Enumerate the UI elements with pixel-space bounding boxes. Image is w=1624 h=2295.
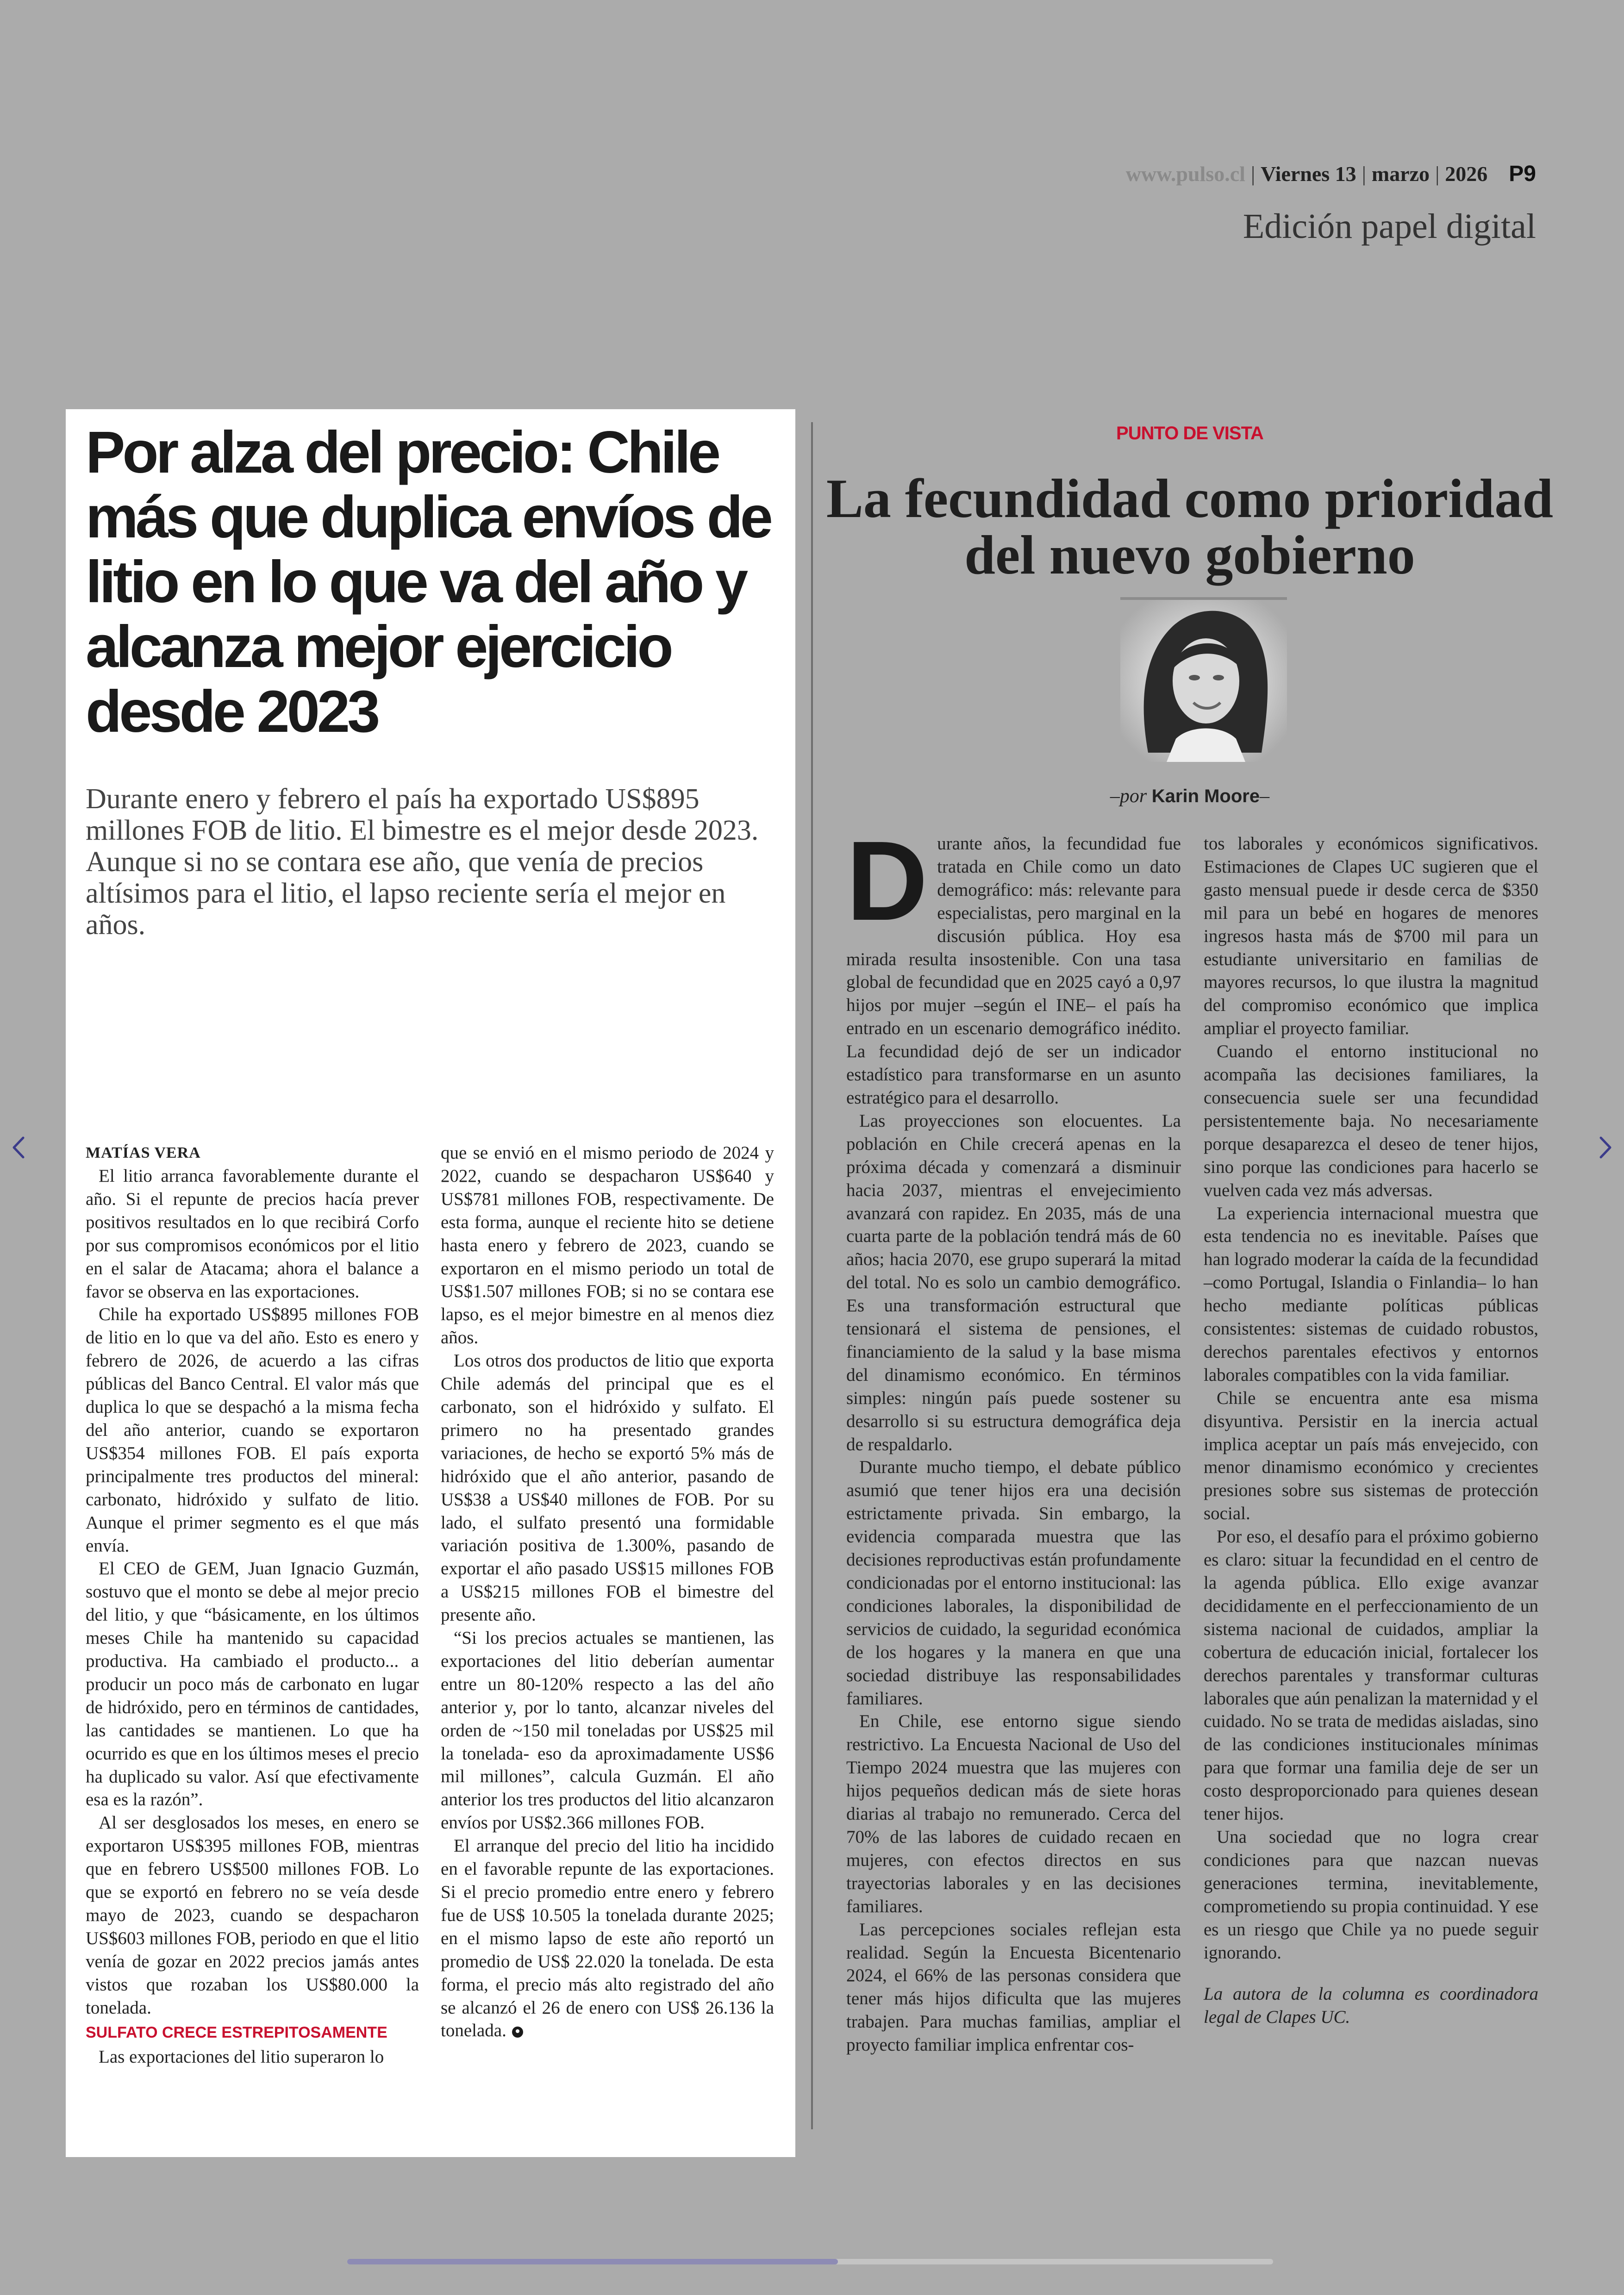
- header-year: 2026: [1445, 162, 1488, 186]
- previous-page-button[interactable]: [6, 1131, 30, 1164]
- author-note: La autora de la columna es coordinadora legal de Clapes UC.: [1204, 1984, 1538, 2027]
- author-line: [819, 785, 1560, 807]
- header-separator: |: [1435, 162, 1440, 186]
- paragraph: tos laborales y económicos significativos. Estimaciones de Clapes UC sugieren que el gasto mensual puede ir desde cerca de $350 mil para un bebé en hogares de menores ingresos hasta más de $700 mil para un estudiante universitario en familias de mayores recursos, lo que ilustra la magnitud del compromiso económico que implica ampliar el proyecto familiar.: [1204, 834, 1538, 1039]
- page-header: [1126, 161, 1536, 187]
- paragraph-text: urante años, la fecundidad fue tratada en Chile como un dato demográfico: más: relevante para especialistas, pero marginal en la discusión pública. Hoy esa mirada resulta insostenible. Con una tasa global de fecundidad que en 2025 cayó a 0,97 hijos por mujer –según el INE– el país ha entrado en un escenario demográfico inédito. La fecundidad dejó de ser un indicador estadístico para transformarse en un asunto estratégico para el desarrollo.: [846, 834, 1181, 1108]
- first-paragraph: [846, 817, 1181, 1110]
- paragraph: Las proyecciones son elocuentes. La población en Chile crecerá apenas en la próxima década y comenzará a disminuir hacia 2037, mientras el envejecimiento avanzará con rapidez. En 2035, más de una cuarta parte de la población tendrá más de 60 años; hacia 2070, ese grupo superará la mitad del total. No es solo un cambio demográfico. Es una transformación estructural que tensionará el sistema de pensiones, el financiamiento de la salud y la base misma del dinamismo económico. En términos simples: ningún país puede sostener su desarrollo si su estructura demográfica deja de respaldarlo.: [846, 1110, 1181, 1454]
- author-portrait: [1120, 600, 1287, 762]
- left-article-title: Por alza del precio: Chile más que duplica envíos de litio en lo que va del año y alcanza mejor ejercicio desde 2023: [86, 419, 770, 745]
- page-number: P9: [1509, 162, 1536, 186]
- paragraph: “Si los precios actuales se mantienen, las exportaciones del litio deberían aumentar entre un 80-120% respecto a las del año anterior y, por lo tanto, alcanzar niveles del orden de ~150 mil toneladas por US$25 mil la tonelada- eso da aproximadamente US$6 mil millones”, calcula Guzmán. El año anterior los tres productos del litio alcanzaron envíos por US$2.366 millones FOB.: [441, 1628, 774, 1833]
- left-article-column-2: [441, 1141, 774, 2042]
- header-separator: |: [1250, 162, 1255, 186]
- paragraph: En Chile, ese entorno sigue siendo restrictivo. La Encuesta Nacional de Uso del Tiempo 2024 muestra que las mujeres con hijos pequeños dedican más de siete horas diarias al trabajo no remunerado. Cerca del 70% de las labores de cuidado recaen en mujeres, con efectos directos en sus trayectorias laborales y en las decisiones familiares.: [846, 1711, 1181, 1916]
- opinion-column-1: [846, 817, 1181, 2057]
- chevron-left-icon: [6, 1131, 30, 1164]
- paragraph: Cuando el entorno institucional no acompaña las decisiones familiares, la consecuencia suele ser una fecundidad persistentemente baja. No necesariamente porque desaparezca el deseo de tener hijos, sino porque las condiciones para hacerlo se vuelven cada vez más adversas.: [1204, 1041, 1538, 1200]
- dropcap: D: [846, 817, 928, 944]
- column-divider: [811, 422, 813, 2129]
- header-day: Viernes 13: [1261, 162, 1356, 186]
- paragraph: Por eso, el desafío para el próximo gobierno es claro: situar la fecundidad en el centro de la agenda pública. Ello exige avanzar decididamente en el perfeccionamiento de un sistema nacional de cuidados, ampliar la cobertura de educación inicial, fortalecer los derechos parentales y transformar culturas laborales que aún penalizan la maternidad y el cuidado. No se trata de medidas aisladas, sino de las condiciones institucionales mínimas para que formar una familia deje de ser un costo desproporcionado para quienes desean tener hijos.: [1204, 1527, 1538, 1824]
- left-article-subhead: SULFATO CRECE ESTREPITOSAMENTE: [86, 2023, 387, 2041]
- reading-progress-fill: [347, 2259, 838, 2264]
- next-page-button[interactable]: [1594, 1131, 1618, 1164]
- opinion-column-2: [1204, 832, 1538, 2029]
- edition-label: Edición papel digital: [1243, 207, 1536, 246]
- end-mark-icon: [511, 2026, 524, 2039]
- paragraph: Chile ha exportado US$895 millones FOB de litio en lo que va del año. Esto es enero y febrero de 2026, de acuerdo a las cifras públicas del Banco Central. El valor más que duplica lo que se despachó a la misma fecha del año anterior, cuando se exportaron US$354 millones FOB. El país exporta principalmente tres productos del mineral: carbonato, hidróxido y sulfato de litio. Aunque el primer segmento es el que más envía.: [86, 1304, 419, 1556]
- section-kicker: PUNTO DE VISTA: [1116, 423, 1263, 443]
- paragraph: El litio arranca favorablemente durante el año. Si el repunte de precios hacía prever positivos resultados en lo que recibirá Corfo por sus compromisos económicos por el litio en el salar de Atacama; ahora el balance a favor se observa en las exportaciones.: [86, 1166, 419, 1302]
- paragraph-last: [441, 1834, 774, 2042]
- paragraph: que se envió en el mismo periodo de 2024 y 2022, cuando se despacharon US$640 y US$781 millones FOB, respectivamente. De esta forma, aunque el reciente hito se detiene hasta enero y febrero de 2023, cuando se exportaron en el mismo periodo un total de US$1.507 millones FOB; si no se contara ese lapso, es el mejor bimestre en al menos diez años.: [441, 1143, 774, 1348]
- header-separator: |: [1362, 162, 1366, 186]
- left-article-byline: MATÍAS VERA: [86, 1144, 201, 1161]
- site-url: www.pulso.cl: [1125, 162, 1245, 186]
- paragraph: Las percepciones sociales reflejan esta realidad. Según la Encuesta Bicentenario 2024, el 66% de las personas considera que tener más hijos dificulta que las mujeres trabajen. Para muchas familias, ampliar el proyecto familiar implica enfrentar cos-: [846, 1919, 1181, 2055]
- author-name: Karin Moore: [1151, 786, 1260, 806]
- paragraph: El CEO de GEM, Juan Ignacio Guzmán, sostuvo que el monto se debe al mejor precio del litio, y que “básicamente, en los últimos meses Chile ha mantenido su capacidad productiva. Ha cambiado el producto... a producir un poco más de carbonato en lugar de hidróxido, pero en términos de cantidades, las cantidades se mantienen. Lo que ha ocurrido es que en los últimos meses el precio ha duplicado su valor. Así que efectivamente esa es la razón”.: [86, 1559, 419, 1810]
- author-prefix: –por: [1110, 786, 1147, 807]
- paragraph: Los otros dos productos de litio que exporta Chile además del principal que es el carbonato, son el hidróxido y sulfato. El primero no ha presentado grandes variaciones, de hecho se exportó 5% más de hidróxido que el año anterior, pasando de US$38 a US$40 millones de FOB. Por su lado, el sulfato presentó una formidable variación positiva de 1.300%, pasando de exportar el año pasado US$15 millones FOB a US$215 millones FOB el bimestre del presente año.: [441, 1351, 774, 1625]
- paragraph: Una sociedad que no logra crear condiciones para que nazcan nuevas generaciones termina, inevitablemente, comprometiendo su propia continuidad. Y ese es un riesgo que Chile ya no puede seguir ignorando.: [1204, 1827, 1538, 1963]
- chevron-right-icon: [1594, 1131, 1618, 1164]
- paragraph: Las exportaciones del litio superaron lo: [99, 2046, 384, 2067]
- left-article-column-1: [86, 1141, 419, 2068]
- paragraph: Chile se encuentra ante esa misma disyuntiva. Persistir en la inercia actual implica aceptar un país más envejecido, con menor dinamismo económico y crecientes presiones sobre sus sistemas de protección social.: [1204, 1388, 1538, 1524]
- paragraph: La experiencia internacional muestra que esta tendencia no es inevitable. Países que han logrado moderar la caída de la fecundidad –como Portugal, Islandia o Finlandia– lo han hecho mediante políticas públicas consistentes: sistemas de cuidado robustos, derechos parentales efectivos y entornos laborales compatibles con la vida familiar.: [1204, 1203, 1538, 1385]
- opinion-title: La fecundidad como prioridad del nuevo gobierno: [826, 468, 1554, 586]
- paragraph-text: El arranque del precio del litio ha incidido en el favorable repunte de las exportaciones. Si el precio promedio entre enero y febrero fue de US$ 10.505 la tonelada durante 2025; en el mismo lapso de este año reportó un promedio de US$ 22.020 la tonelada. De esta forma, el precio más alto registrado del año se alcanzó el 26 de enero con US$ 26.136 la tonelada.: [441, 1836, 774, 2041]
- left-article-deck: Durante enero y febrero el país ha exportado US$895 millones FOB de litio. El bimestre es el mejor desde 2023. Aunque si no se contara ese año, que venía de precios altísimos para el litio, el lapso reciente sería el mejor en años.: [86, 783, 759, 941]
- paragraph: Durante mucho tiempo, el debate público asumió que tener hijos era una decisión estrictamente privada. Sin embargo, la evidencia comparada muestra que las decisiones reproductivas están profundamente condicionadas por el entorno institucional: las condiciones laborales, la disponibilidad de servicios de cuidado, la seguridad económica de los hogares y la manera en que una sociedad distribuye las responsabilidades familiares.: [846, 1457, 1181, 1709]
- header-month: marzo: [1371, 162, 1430, 186]
- author-suffix: –: [1260, 786, 1270, 807]
- paragraph: Al ser desglosados los meses, en enero se exportaron US$395 millones FOB, mientras que en febrero US$500 millones FOB. Lo que se exportó en febrero no se veía desde mayo de 2023, cuando se despacharon US$603 millones FOB, periodo en que el litio venía de gozar en 2022 precios jamás antes vistos que rozaban los US$80.000 la tonelada.: [86, 1813, 419, 2018]
